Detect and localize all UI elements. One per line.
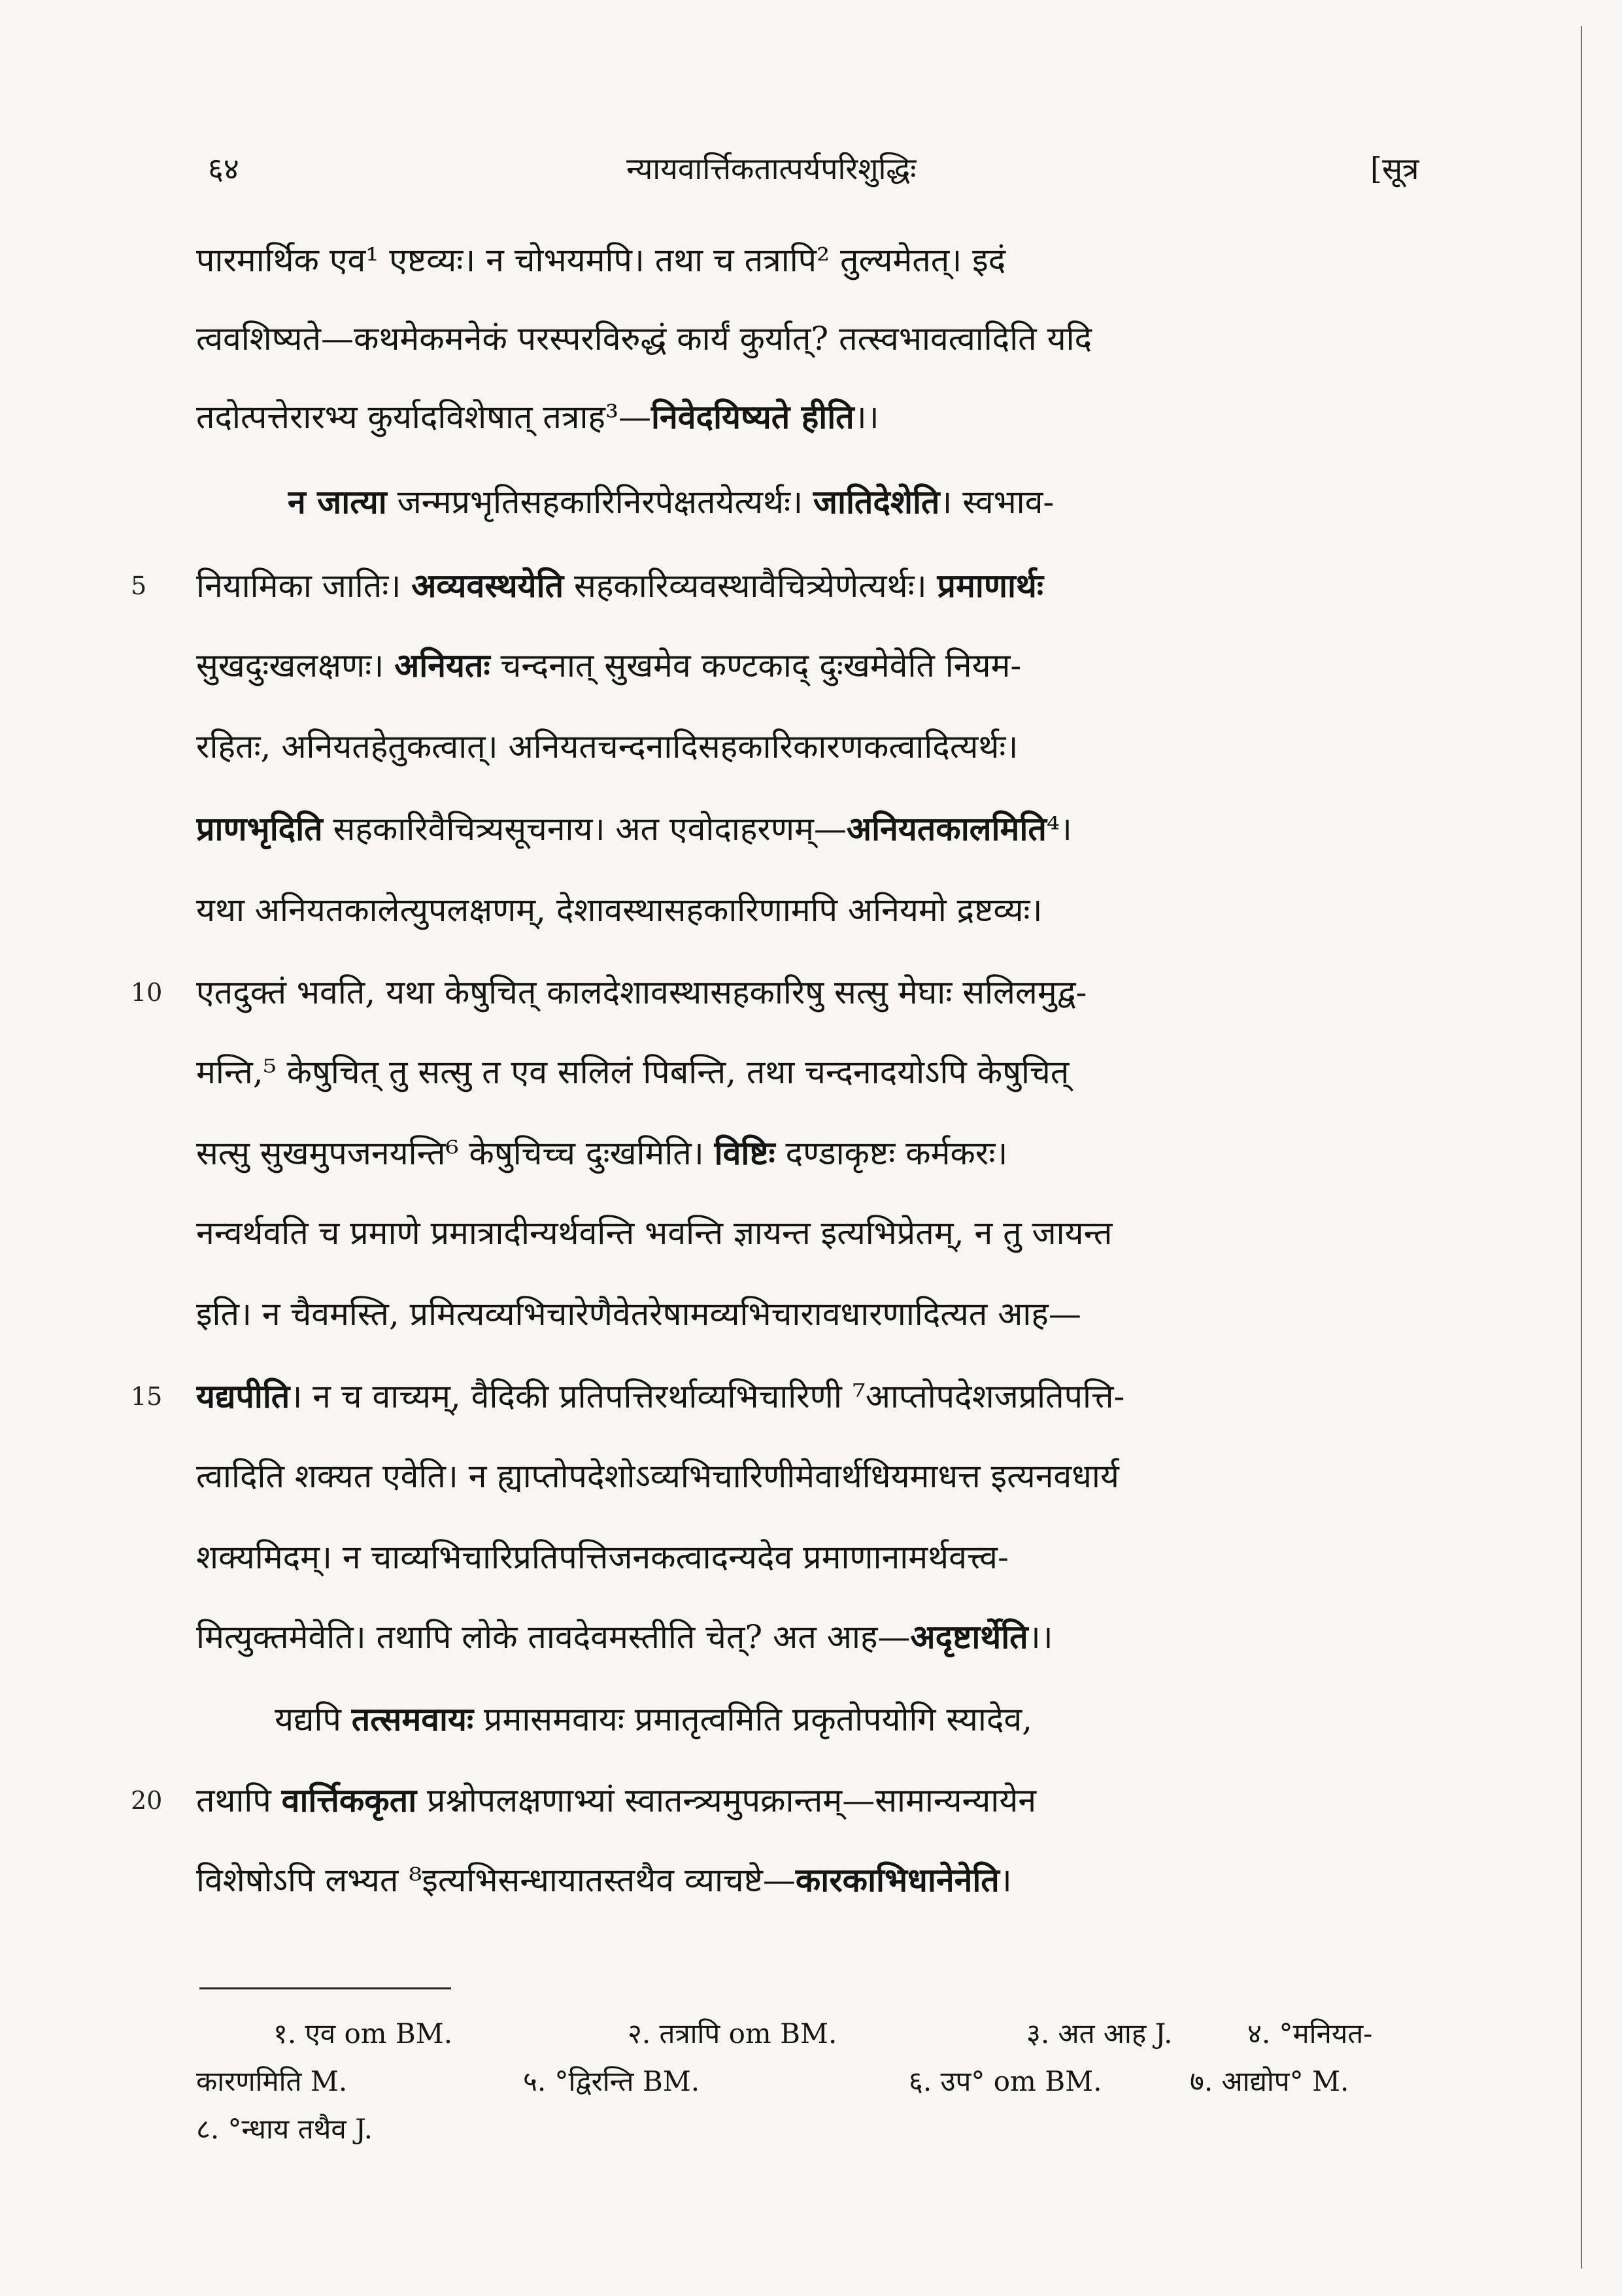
text-line-10: एतदुक्तं भवति, यथा केषुचित् कालदेशावस्थासहकारिषु सत्सु मेघाः सलिलमुद्व- <box>196 973 1087 1011</box>
line-number: 15 <box>131 1382 163 1411</box>
text-line-3: तदोत्पत्तेरारभ्य कुर्यादविशेषात् तत्राह³—निवेदयिष्यते हीति।। <box>196 397 879 436</box>
footnote: २. तत्रापि om BM. <box>628 2017 837 2050</box>
section-label: [सूत्र <box>1370 151 1419 186</box>
text-line-16: त्वादिति शक्यत एवेति। न ह्याप्तोपदेशोऽव्यभिचारिणीमेवार्थधियमाधत्त इत्यनवधार्य <box>196 1457 1119 1495</box>
running-title: न्यायवार्त्तिकतात्पर्यपरिशुद्धिः <box>626 151 917 186</box>
text-line-17: शक्यमिदम्। न चाव्यभिचारिप्रतिपत्तिजनकत्वादन्यदेव प्रमाणानामर्थवत्त्व- <box>196 1538 1009 1576</box>
text-line-21: विशेषोऽपि लभ्यत ⁸इत्यभिसन्धायातस्तथैव व्याचष्टे—कारकाभिधानेनेति। <box>196 1861 1012 1899</box>
text-line-4: न जात्या जन्मप्रभृतिसहकारिनिरपेक्षतयेत्यर्थः। जातिदेशेति। स्वभाव- <box>288 482 1055 521</box>
bold-term: यद्यपीति <box>196 1377 290 1415</box>
text-line-19: यद्यपि तत्समवायः प्रमासमवायः प्रमातृत्वमिति प्रकृतोपयोगि स्यादेव, <box>275 1700 1033 1738</box>
line-number: 5 <box>131 571 147 600</box>
bold-term: न जात्या <box>288 482 387 521</box>
footnote: १. एव om BM. <box>273 2017 453 2050</box>
line-number: 10 <box>131 978 163 1007</box>
text-line-9: यथा अनियतकालेत्युपलक्षणम्, देशावस्थासहकारिणामपि अनियमो द्रष्टव्यः। <box>196 891 1043 929</box>
bold-term: कारकाभिधानेनेति <box>795 1861 1000 1899</box>
page-number: ६४ <box>208 151 239 186</box>
bold-term: जातिदेशेति <box>813 482 940 521</box>
text-line-6: सुखदुःखलक्षणः। अनियतः चन्दनात् सुखमेव कण्टकाद् दुःखमेवेति नियम- <box>196 646 1022 684</box>
bold-term: प्रमाणार्थः <box>937 566 1043 605</box>
text-line-20: तथापि वार्त्तिककृता प्रश्नोपलक्षणाभ्यां स्वातन्त्र्यमुपक्रान्तम्—सामान्यन्यायेन <box>196 1781 1036 1819</box>
text-line-8: प्राणभृदिति सहकारिवैचित्र्यसूचनाय। अत एवोदाहरणम्—अनियतकालमिति⁴। <box>196 809 1072 848</box>
footnote-rule <box>199 1987 451 1989</box>
footnote: ७. आद्योप° M. <box>1190 2065 1349 2097</box>
text-line-15: यद्यपीति। न च वाच्यम्, वैदिकी प्रतिपत्तिरर्थाव्यभिचारिणी ⁷आप्तोपदेशजप्रतिपत्ति- <box>196 1377 1125 1415</box>
bold-term: अनियतः <box>394 646 490 684</box>
footnote: कारणमिति M. <box>196 2065 348 2097</box>
footnote: ८. °न्धाय तथैव J. <box>196 2113 373 2145</box>
text-line-13: नन्वर्थवति च प्रमाणे प्रमात्रादीन्यर्थवन्ति भवन्ति ज्ञायन्त इत्यभिप्रेतम्, न तु जायन्त <box>196 1214 1113 1252</box>
page-edge-line <box>1581 26 1582 2269</box>
text-line-1: पारमार्थिक एव¹ एष्टव्यः। न चोभयमपि। तथा च तत्रापि² तुल्यमेतत्। इदं <box>196 241 1006 279</box>
bold-term: प्राणभृदिति <box>196 809 323 848</box>
text-line-5: नियामिका जातिः। अव्यवस्थयेति सहकारिव्यवस्थावैचित्र्येणेत्यर्थः। प्रमाणार्थः <box>196 566 1043 605</box>
bold-term: वार्त्तिककृता <box>281 1781 417 1819</box>
bold-term: निवेदयिष्यते हीति <box>651 397 854 436</box>
bold-term: विष्टिः <box>714 1134 775 1172</box>
footnote: ४. °मनियत- <box>1247 2017 1373 2050</box>
text-line-18: मित्युक्तमेवेति। तथापि लोके तावदेवमस्तीति चेत्? अत आह—अदृष्टार्थेति।। <box>196 1617 1053 1656</box>
bold-term: अदृष्टार्थेति <box>910 1617 1028 1656</box>
footnote: ५. °द्विरन्ति BM. <box>523 2065 700 2097</box>
footnote: ६. उप° om BM. <box>909 2065 1102 2097</box>
text-line-14: इति। न चैवमस्ति, प्रमित्यव्यभिचारेणैवेतरेषामव्यभिचारावधारणादित्यत आह— <box>196 1295 1081 1333</box>
text-line-2: त्ववशिष्यते—कथमेकमनेकं परस्परविरुद्धं कार्यं कुर्यात्? तत्स्वभावत्वादिति यदि <box>196 320 1092 358</box>
bold-term: तत्समवायः <box>351 1700 474 1738</box>
line-number: 20 <box>131 1786 163 1815</box>
text-line-7: रहितः, अनियतहेतुकत्वात्। अनियतचन्दनादिसहकारिकारणकत्वादित्यर्थः। <box>196 728 1019 766</box>
text-line-12: सत्सु सुखमुपजनयन्ति⁶ केषुचिच्च दुःखमिति। विष्टिः दण्डाकृष्टः कर्मकरः। <box>196 1134 1008 1172</box>
bold-term: अनियतकालमिति <box>846 809 1047 848</box>
text-line-11: मन्ति,⁵ केषुचित् तु सत्सु त एव सलिलं पिबन्ति, तथा चन्दनादयोऽपि केषुचित् <box>196 1053 1070 1091</box>
footnote: ३. अत आह J. <box>1026 2017 1173 2050</box>
bold-term: अव्यवस्थयेति <box>411 566 564 605</box>
